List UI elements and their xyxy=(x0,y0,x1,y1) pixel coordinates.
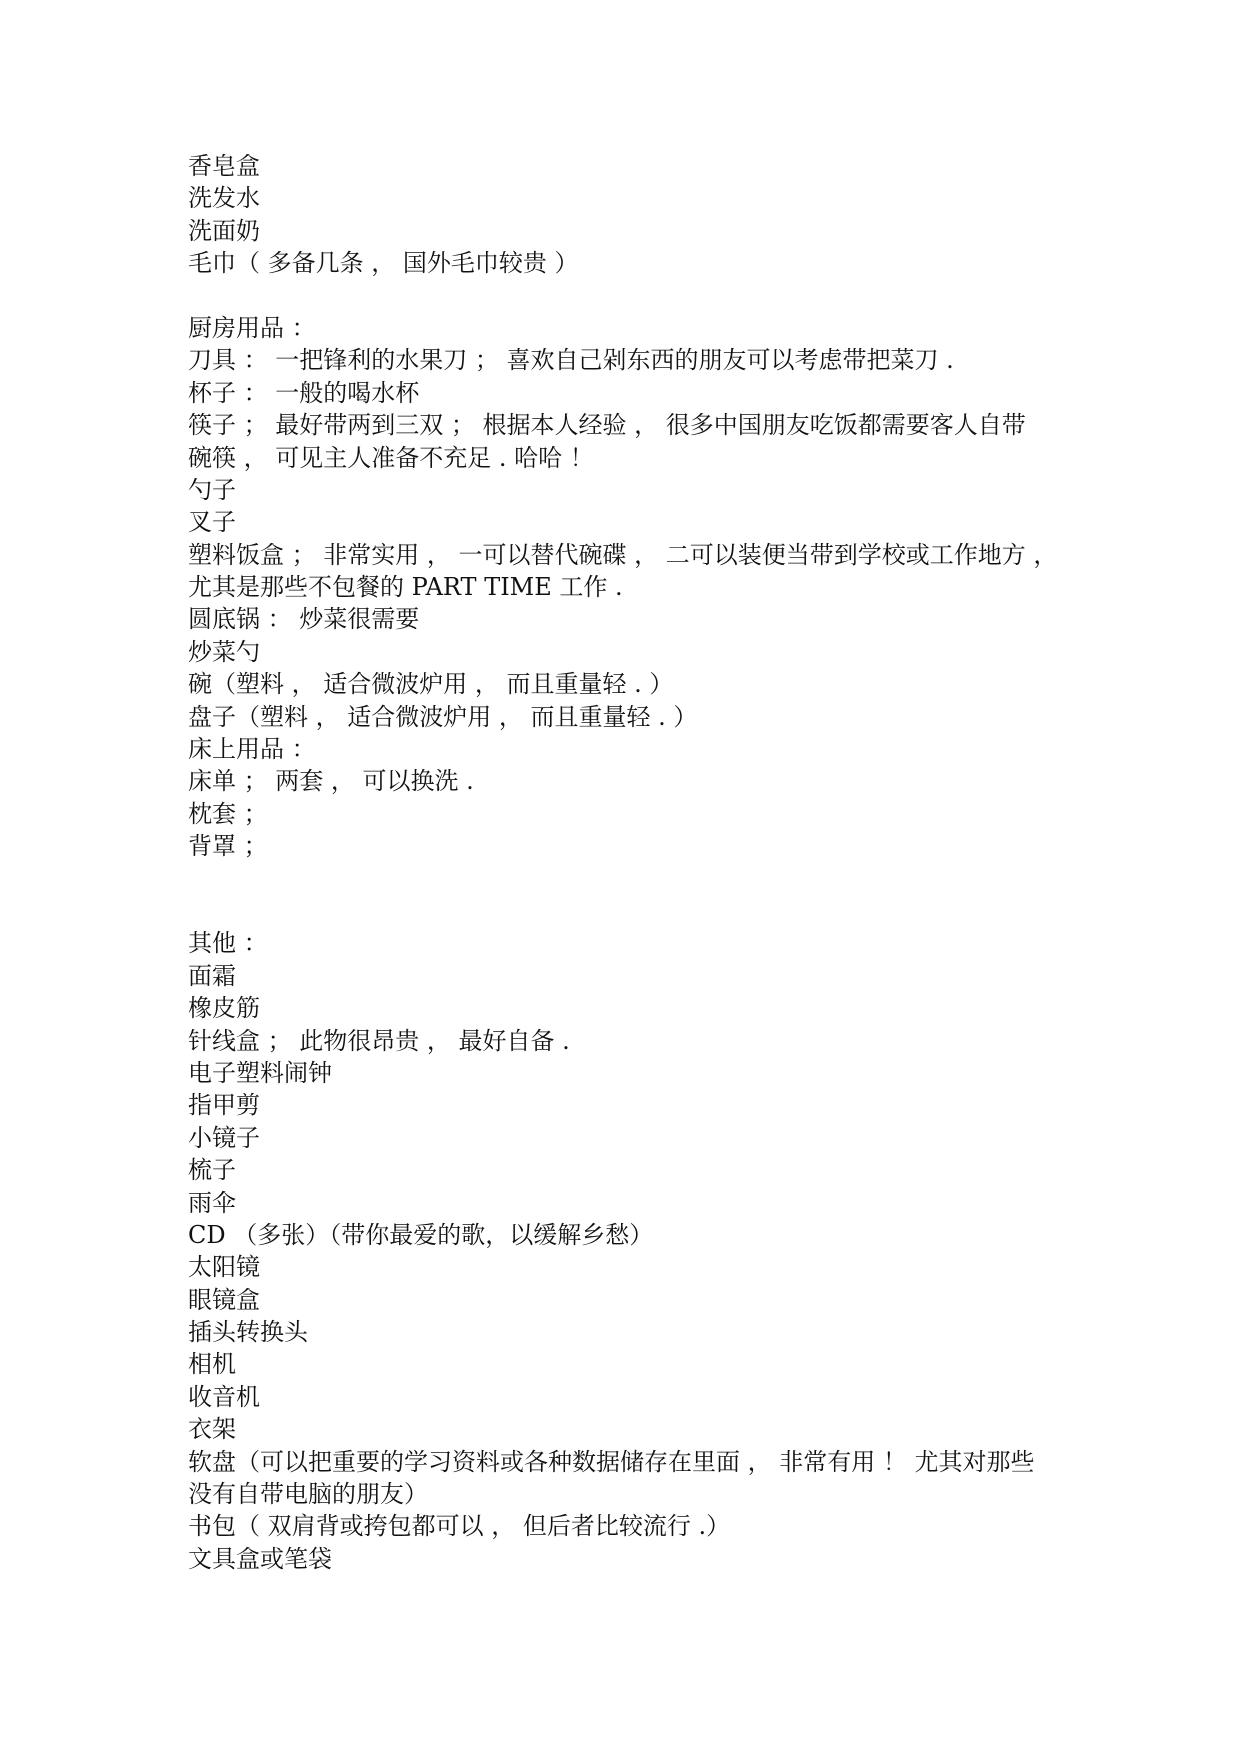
section-heading-kitchen: 厨房用品 ： xyxy=(188,313,316,342)
text-line: 筷子 ； 最好带两到三双 ； 根据本人经验 ， 很多中国朋友吃饭都需要客人自带 xyxy=(188,411,1026,440)
text-line: 软盘（可以把重要的学习资料或各种数据储存在里面 ， 非常有用 ！ 尤其对那些 xyxy=(188,1447,1035,1476)
section-heading-bedding: 床上用品 ： xyxy=(188,735,316,764)
text-line: 炒菜勺 xyxy=(188,637,260,666)
text-line: 面霜 xyxy=(188,961,236,990)
text-line: 毛巾（ 多备几条 ， 国外毛巾较贵 ） xyxy=(188,249,579,278)
text-line: 电子塑料闹钟 xyxy=(188,1058,332,1087)
blank-line xyxy=(188,863,1088,895)
text-line: 梳子 xyxy=(188,1156,236,1185)
text-line: 橡皮筋 xyxy=(188,994,260,1023)
text-line: CD （多张）（带你最爱的歌，以缓解乡愁） xyxy=(188,1220,654,1249)
text-line: 圆底锅 ： 炒菜很需要 xyxy=(188,605,420,634)
text-line: 眼镜盒 xyxy=(188,1285,260,1314)
text-line: 相机 xyxy=(188,1350,236,1379)
text-line: 香皂盒 xyxy=(188,152,260,180)
text-line: 刀具 ： 一把锋利的水果刀 ； 喜欢自己剁东西的朋友可以考虑带把菜刀 . xyxy=(188,346,954,375)
text-line: 书包（ 双肩背或挎包都可以 ， 但后者比较流行 .） xyxy=(188,1512,731,1541)
text-line: 插头转换头 xyxy=(188,1318,308,1347)
text-line: 洗面奶 xyxy=(188,216,260,245)
text-line: 收音机 xyxy=(188,1382,260,1411)
text-line: 文具盒或笔袋 xyxy=(188,1544,332,1573)
text-line: 尤其是那些不包餐的 PART TIME 工作 . xyxy=(188,573,623,602)
text-line: 床单 ； 两套 ， 可以换洗 . xyxy=(188,767,474,796)
document-body xyxy=(188,150,1088,1575)
text-line: 盘子（塑料 ， 适合微波炉用 ， 而且重量轻 . ） xyxy=(188,702,698,731)
section-heading-other: 其他 ： xyxy=(188,929,268,958)
text-line: 勺子 xyxy=(188,475,236,504)
text-line: 碗（塑料 ， 适合微波炉用 ， 而且重量轻 . ） xyxy=(188,670,674,699)
text-line: 叉子 xyxy=(188,508,236,537)
blank-line xyxy=(188,280,1088,312)
text-line: 针线盒 ； 此物很昂贵 ， 最好自备 . xyxy=(188,1026,570,1055)
text-line: 衣架 xyxy=(188,1415,236,1444)
blank-line xyxy=(188,895,1088,927)
text-line: 没有自带电脑的朋友） xyxy=(188,1480,428,1509)
text-line: 洗发水 xyxy=(188,184,260,213)
text-line: 塑料饭盒 ； 非常实用 ， 一可以替代碗碟 ， 二可以装便当带到学校或工作地方 ， xyxy=(188,540,1058,569)
text-line: 枕套 ； xyxy=(188,799,268,828)
text-line: 碗筷 ， 可见主人准备不充足 . 哈哈 ！ xyxy=(188,443,594,472)
text-line: 小镜子 xyxy=(188,1123,260,1152)
text-line: 背罩 ； xyxy=(188,832,268,861)
text-line: 太阳镜 xyxy=(188,1253,260,1282)
text-line: 指甲剪 xyxy=(188,1091,260,1120)
text-line: 杯子 ： 一般的喝水杯 xyxy=(188,378,420,407)
text-line: 雨伞 xyxy=(188,1188,236,1217)
